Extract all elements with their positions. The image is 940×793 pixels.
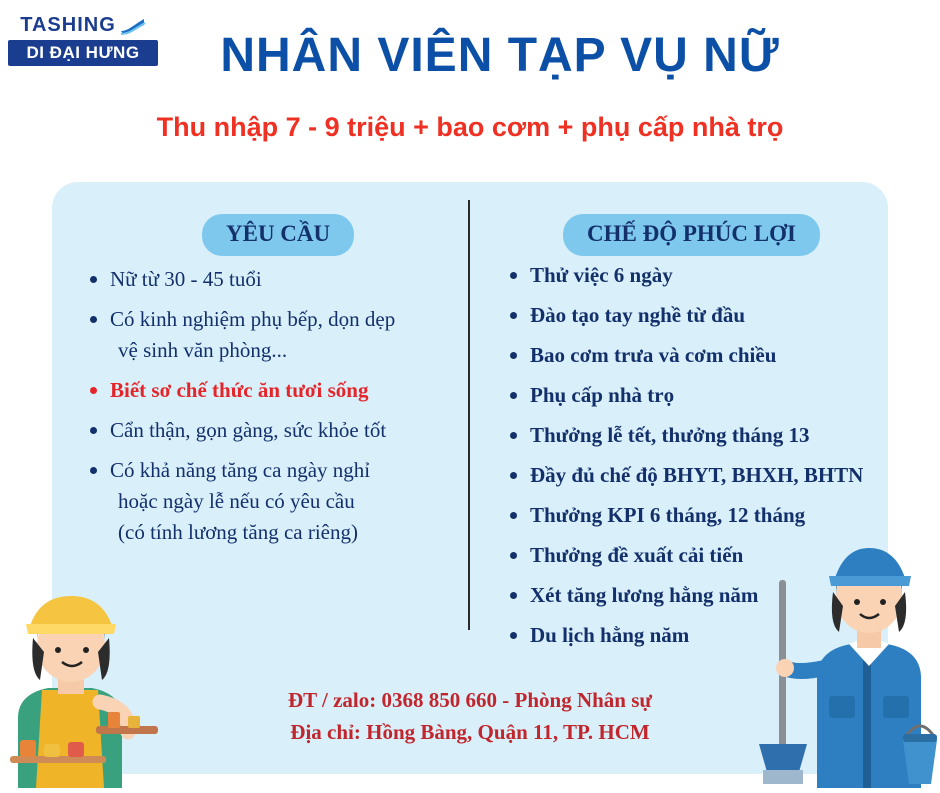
contact-address-line: Địa chỉ: Hồng Bàng, Quận 11, TP. HCM [290,720,650,744]
requirements-heading: YÊU CẦU [202,214,354,256]
list-item [506,380,886,410]
list-item-text: Thưởng KPI 6 tháng, 12 tháng [530,503,806,527]
list-item [506,260,886,290]
logo-company-name: DI ĐẠI HƯNG [8,40,158,66]
list-item-subtext: hoặc ngày lễ nếu có yêu cầu [118,489,355,513]
logo-brand-text: TASHING [20,14,116,36]
list-item-text: Có kinh nghiệm phụ bếp, dọn dẹp [110,307,396,331]
list-item-text: Đào tạo tay nghề từ đầu [530,303,746,327]
list-item [506,300,886,330]
list-item-text: Thưởng lễ tết, thưởng tháng 13 [530,423,810,447]
requirements-list [86,264,466,557]
woman-with-mop-illustration [755,528,940,788]
list-item-text: Nữ từ 30 - 45 tuổi [110,267,262,291]
list-item-text: Thưởng đề xuất cải tiến [530,543,744,567]
list-item-text: Bao cơm trưa và cơm chiều [530,343,777,367]
list-item [506,460,886,490]
list-item [86,455,466,548]
list-item-text: Phụ cấp nhà trọ [530,383,675,407]
list-item-text: Đầy đủ chế độ BHYT, BHXH, BHTN [530,463,864,487]
page-title: NHÂN VIÊN TẠP VỤ NỮ [220,29,780,82]
woman-with-food-tray-illustration [0,568,170,788]
list-item-text: Cẩn thận, gọn gàng, sức khỏe tốt [110,418,387,442]
list-item [506,340,886,370]
list-item-text: Xét tăng lương hằng năm [530,583,759,607]
list-item-text: Thử việc 6 ngày [530,263,673,287]
list-item-text: Có khả năng tăng ca ngày nghỉ [110,458,371,482]
list-item-highlighted [86,375,466,406]
list-item-subtext-2: (có tính lương tăng ca riêng) [118,520,358,544]
list-item-text: Du lịch hằng năm [530,623,690,647]
list-item [86,264,466,295]
list-item [86,415,466,446]
list-item [506,500,886,530]
page-subtitle: Thu nhập 7 - 9 triệu + bao cơm + phụ cấp nhà trọ [156,112,784,142]
contact-phone-line: ĐT / zalo: 0368 850 660 - Phòng Nhân sự [287,688,652,712]
list-item-text: Biết sơ chế thức ăn tươi sống [110,378,369,402]
list-item-subtext: vệ sinh văn phòng... [118,338,288,362]
column-divider [468,200,470,630]
list-item [506,420,886,450]
list-item [86,304,466,366]
benefits-heading: CHẾ ĐỘ PHÚC LỢI [563,214,820,256]
